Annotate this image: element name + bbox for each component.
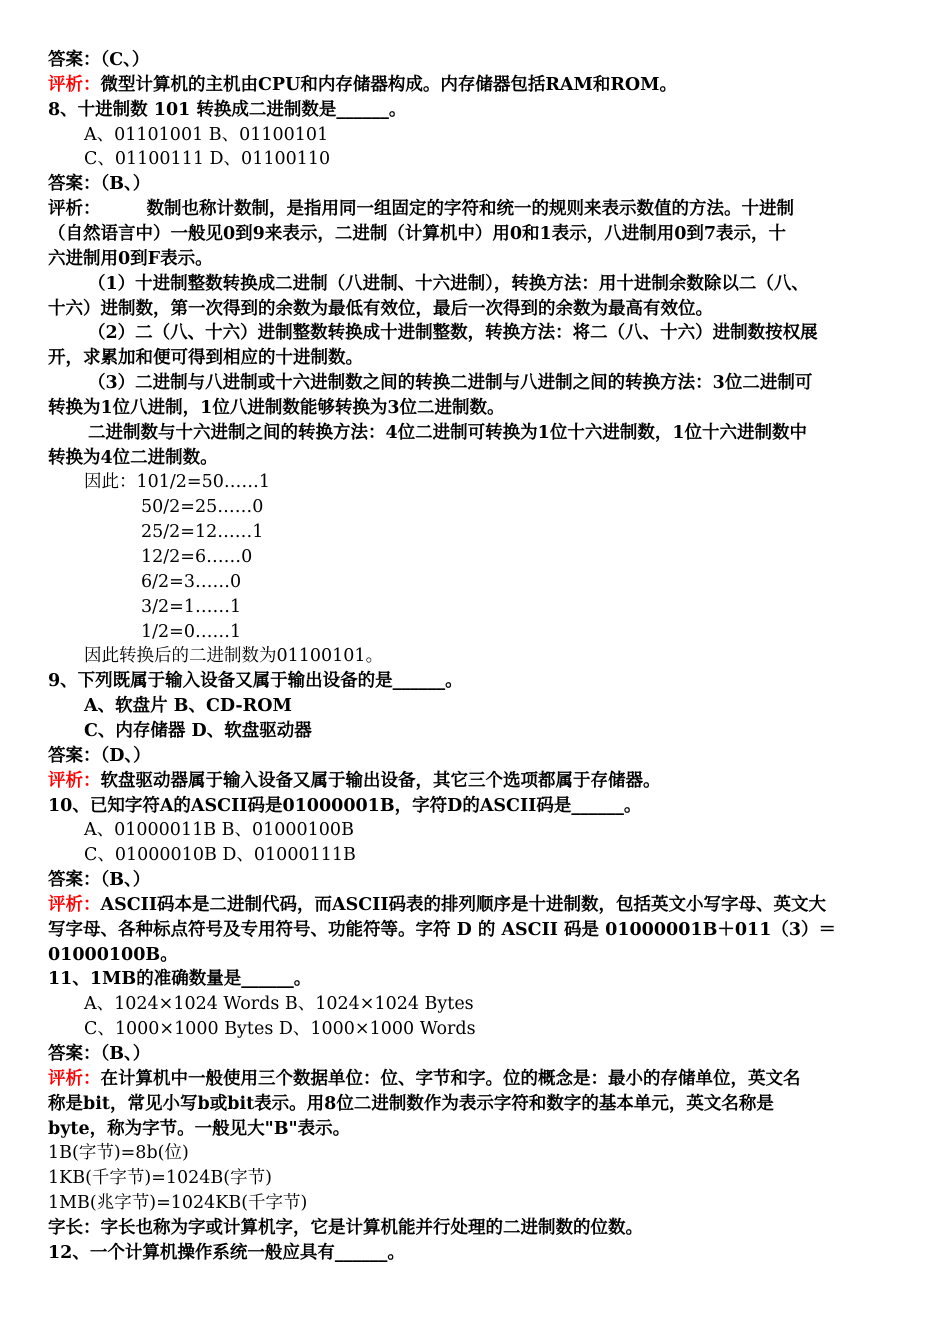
line-text: 25/2=12……1 xyxy=(141,522,264,543)
text-line xyxy=(48,943,896,968)
line-text: （C、） xyxy=(100,50,150,70)
text-line xyxy=(48,98,896,123)
line-text: 12、一个计算机操作系统一般应具有______。 xyxy=(48,1242,405,1263)
line-text: 软盘驱动器属于输入设备又属于输出设备，其它三个选项都属于存储器。 xyxy=(100,770,661,791)
text-line xyxy=(48,992,932,1017)
text-line xyxy=(48,48,896,73)
text-line xyxy=(48,446,896,471)
line-text: 称是bit，常见小写b或bit表示。用8位二进制数作为表示字符和数字的基本单元，英文名称是 xyxy=(48,1093,774,1114)
line-text: 3/2=1……1 xyxy=(141,596,242,617)
line-text: 因此转换后的二进制数为01100101。 xyxy=(84,646,384,667)
line-text: 转换为4位二进制数。 xyxy=(48,447,218,468)
line-text: 十六）进制数，第一次得到的余数为最低有效位，最后一次得到的余数为最高有效位。 xyxy=(48,298,713,319)
line-label: 评析： xyxy=(48,199,101,220)
line-text: （2）二（八、十六）进制整数转换成十进制整数，转换方法：将二（八、十六）进制数按权展 xyxy=(88,323,818,344)
line-text: 11、1MB的准确数量是______。 xyxy=(48,969,312,990)
text-line xyxy=(48,371,936,396)
line-text: （1）十进制整数转换成二进制（八进制、十六进制），转换方法：用十进制余数除以二（八、 xyxy=(88,273,809,294)
line-text: ASCII码本是二进制代码，而ASCII码表的排列顺序是十进制数，包括英文小写字母、英文大 xyxy=(100,894,827,915)
line-text: 1MB(兆字节)=1024KB(千字节) xyxy=(48,1193,308,1214)
text-line xyxy=(48,1191,896,1216)
line-text: C、01100111 D、01100110 xyxy=(84,149,331,170)
line-label: 评析： xyxy=(48,74,101,95)
line-text: 微型计算机的主机由CPU和内存储器构成。内存储器包括RAM和ROM。 xyxy=(100,74,677,95)
text-line xyxy=(48,197,896,222)
line-text: C、01000010B D、01000111B xyxy=(84,845,356,866)
text-line xyxy=(48,272,936,297)
text-line xyxy=(48,396,896,421)
line-label: 答案： xyxy=(48,174,101,195)
line-text: C、1000×1000 Bytes D、1000×1000 Words xyxy=(84,1019,476,1040)
text-line xyxy=(48,172,896,197)
line-text: （D、） xyxy=(100,745,151,766)
line-text: 字长：字长也称为字或计算机字，它是计算机能并行处理的二进制数的位数。 xyxy=(48,1217,643,1238)
text-line xyxy=(48,247,896,272)
text-line xyxy=(48,147,932,172)
line-text: 1B(字节)=8b(位) xyxy=(48,1143,189,1164)
text-line xyxy=(48,222,896,247)
text-line xyxy=(48,297,896,322)
line-text: （自然语言中）一般见0到9来表示，二进制（计算机中）用0和1表示，八进制用0到7表示，十 xyxy=(48,223,787,244)
text-line xyxy=(48,818,932,843)
text-line xyxy=(48,620,950,645)
line-text: （B、） xyxy=(100,1044,151,1064)
line-text: 1KB(千字节)=1024B(字节) xyxy=(48,1168,272,1189)
text-line xyxy=(48,1017,932,1042)
line-text: 10、已知字符A的ASCII码是01000001B，字符D的ASCII码是______。 xyxy=(48,795,642,816)
text-line xyxy=(48,123,932,148)
line-text: 50/2=25……0 xyxy=(141,497,264,518)
text-line xyxy=(48,893,896,918)
text-line xyxy=(48,570,950,595)
text-line xyxy=(48,644,932,669)
line-label: 答案： xyxy=(48,745,101,766)
line-label: 答案： xyxy=(48,1044,101,1064)
text-line xyxy=(48,843,932,868)
line-label: 评析： xyxy=(48,894,101,915)
line-text: 在计算机中一般使用三个数据单位：位、字节和字。位的概念是：最小的存储单位，英文名 xyxy=(100,1068,801,1089)
line-text: （3）二进制与八进制或十六进制数之间的转换二进制与八进制之间的转换方法：3位二进制可 xyxy=(88,373,813,394)
line-text: 数制也称计数制，是指用同一组固定的字符和统一的规则来表示数值的方法。十进制 xyxy=(146,199,794,220)
text-line xyxy=(48,868,896,893)
line-text: （B、） xyxy=(100,870,151,891)
text-line xyxy=(48,421,936,446)
line-text: 6/2=3……0 xyxy=(141,571,242,592)
line-text: A、01000011B B、01000100B xyxy=(84,820,354,841)
text-line xyxy=(48,769,896,794)
text-line xyxy=(48,1042,896,1067)
line-text: 01000100B。 xyxy=(48,944,178,965)
text-line xyxy=(48,794,896,819)
line-text: A、软盘片 B、CD-ROM xyxy=(84,696,292,717)
line-text: C、内存储器 D、软盘驱动器 xyxy=(84,720,312,741)
text-line xyxy=(48,1216,896,1241)
line-text: 12/2=6……0 xyxy=(141,547,253,567)
text-line xyxy=(48,719,932,744)
text-line xyxy=(48,520,950,545)
line-text: 转换为1位八进制，1位八进制数能够转换为3位二进制数。 xyxy=(48,397,505,418)
text-line xyxy=(48,1067,896,1092)
line-label: 答案： xyxy=(48,50,101,70)
text-line xyxy=(48,669,896,694)
text-line xyxy=(48,744,896,769)
text-line xyxy=(48,495,950,520)
line-label: 评析： xyxy=(48,770,101,791)
text-line xyxy=(48,967,896,992)
text-line xyxy=(48,321,936,346)
text-line xyxy=(48,1166,896,1191)
text-line xyxy=(48,1092,896,1117)
text-line xyxy=(48,918,896,943)
line-text: A、01101001 B、01100101 xyxy=(84,124,329,145)
line-text: （B、） xyxy=(100,174,151,195)
text-line xyxy=(48,346,896,371)
line-text: 开，求累加和便可得到相应的十进制数。 xyxy=(48,348,363,369)
text-line xyxy=(48,73,896,98)
line-text: 二进制数与十六进制之间的转换方法：4位二进制可转换为1位十六进制数，1位十六进制数中 xyxy=(88,422,808,443)
line-label: 答案： xyxy=(48,870,101,891)
line-text: 8、十进制数 101 转换成二进制数是______。 xyxy=(48,99,407,120)
text-line xyxy=(48,545,950,570)
line-text: 9、下列既属于输入设备又属于输出设备的是______。 xyxy=(48,671,463,692)
text-line xyxy=(48,1241,896,1266)
text-line xyxy=(48,1117,896,1142)
text-line xyxy=(48,1141,896,1166)
line-label: 评析： xyxy=(48,1068,101,1089)
line-text: 1/2=0……1 xyxy=(141,621,242,642)
text-line xyxy=(48,595,950,620)
line-text: 六进制用0到F表示。 xyxy=(48,248,213,269)
text-line xyxy=(48,694,932,719)
line-text: byte，称为字节。一般见大"B"表示。 xyxy=(48,1118,351,1139)
line-text: 写字母、各种标点符号及专用符号、功能符等。字符 D 的 ASCII 码是 01000001B＋011（3）＝ xyxy=(48,919,837,940)
text-line xyxy=(48,470,932,495)
line-text: A、1024×1024 Words B、1024×1024 Bytes xyxy=(84,994,474,1015)
line-text: 因此：101/2=50……1 xyxy=(84,472,270,493)
